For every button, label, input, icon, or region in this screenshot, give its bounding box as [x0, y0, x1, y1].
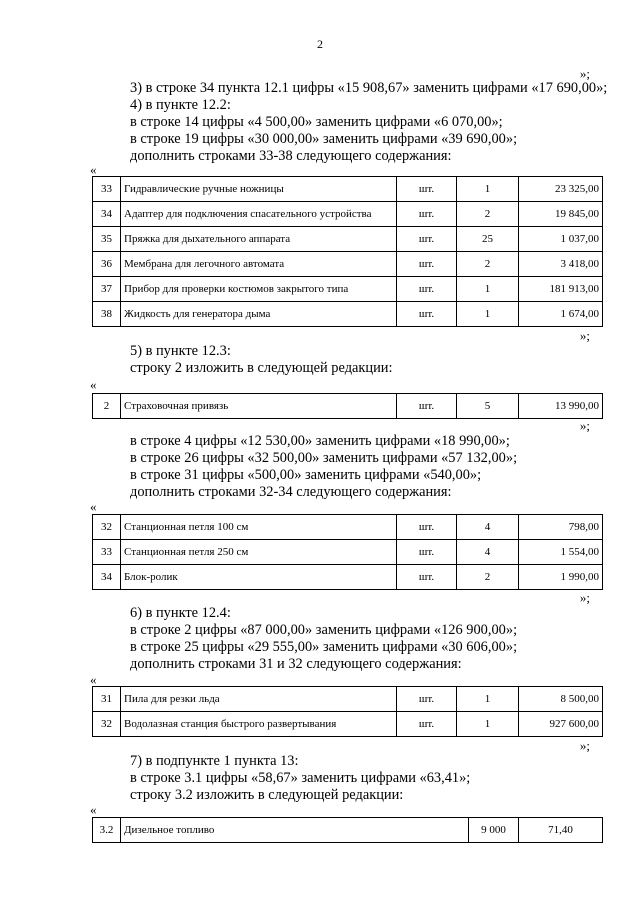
text-line: 6) в пункте 12.4: — [130, 605, 231, 621]
cell-qty: 25 — [457, 227, 519, 252]
table-replace-13 — [92, 817, 603, 843]
table-row — [93, 818, 603, 843]
cell-qty: 4 — [457, 540, 519, 565]
cell-unit: шт. — [397, 540, 457, 565]
cell-name: Станционная петля 100 см — [121, 515, 397, 540]
cell-name: Гидравлические ручные ножницы — [121, 177, 397, 202]
text-line: строку 2 изложить в следующей редакции: — [130, 360, 393, 376]
cell-num: 37 — [93, 277, 121, 302]
cell-name: Жидкость для генератора дыма — [121, 302, 397, 327]
cell-unit: шт. — [397, 302, 457, 327]
cell-price: 1 037,00 — [519, 227, 603, 252]
closing-quote: »; — [579, 738, 590, 753]
cell-name: Прибор для проверки костюмов закрытого типа — [121, 277, 397, 302]
table-row — [93, 394, 603, 419]
cell-price: 181 913,00 — [519, 277, 603, 302]
cell-name: Водолазная станция быстрого развертывания — [121, 712, 397, 737]
cell-unit: шт. — [397, 687, 457, 712]
cell-price: 1 674,00 — [519, 302, 603, 327]
cell-num: 2 — [93, 394, 121, 419]
table-row — [93, 177, 603, 202]
closing-quote: »; — [579, 418, 590, 433]
page-number: 2 — [317, 37, 323, 51]
table-additions-12-3 — [92, 514, 603, 590]
cell-qty: 1 — [457, 277, 519, 302]
text-line: 7) в подпункте 1 пункта 13: — [130, 753, 299, 769]
cell-name: Адаптер для подключения спасательного устройства — [121, 202, 397, 227]
table-replace-12-3 — [92, 393, 603, 419]
table-row — [93, 540, 603, 565]
cell-qty: 5 — [457, 394, 519, 419]
table-row — [93, 565, 603, 590]
cell-unit: шт. — [397, 177, 457, 202]
cell-num: 35 — [93, 227, 121, 252]
text-line: строку 3.2 изложить в следующей редакции: — [130, 787, 404, 803]
cell-price: 19 845,00 — [519, 202, 603, 227]
cell-qty: 4 — [457, 515, 519, 540]
text-line: в строке 2 цифры «87 000,00» заменить цифрами «126 900,00»; — [130, 622, 518, 638]
table-row — [93, 277, 603, 302]
table-row — [93, 687, 603, 712]
cell-num: 32 — [93, 515, 121, 540]
cell-unit: шт. — [397, 394, 457, 419]
table-row — [93, 515, 603, 540]
cell-unit: шт. — [397, 227, 457, 252]
text-line: дополнить строками 31 и 32 следующего содержания: — [130, 656, 462, 672]
text-line: 4) в пункте 12.2: — [130, 97, 231, 113]
cell-price: 798,00 — [519, 515, 603, 540]
cell-num: 3.2 — [93, 818, 121, 843]
table-additions-12-2 — [92, 176, 603, 327]
cell-unit: шт. — [397, 565, 457, 590]
cell-qty: 1 — [457, 712, 519, 737]
cell-qty: 2 — [457, 202, 519, 227]
cell-num: 33 — [93, 177, 121, 202]
table-row — [93, 252, 603, 277]
table-additions-12-4 — [92, 686, 603, 737]
cell-qty: 1 — [457, 302, 519, 327]
text-line: в строке 3.1 цифры «58,67» заменить цифрами «63,41»; — [130, 770, 471, 786]
text-line: в строке 14 цифры «4 500,00» заменить цифрами «6 070,00»; — [130, 114, 503, 130]
closing-quote: »; — [579, 328, 590, 343]
text-line: в строке 19 цифры «30 000,00» заменить цифрами «39 690,00»; — [130, 131, 518, 147]
table-row — [93, 202, 603, 227]
cell-qty: 2 — [457, 565, 519, 590]
cell-unit: шт. — [397, 712, 457, 737]
cell-name: Станционная петля 250 см — [121, 540, 397, 565]
opening-quote: « — [90, 162, 97, 177]
cell-qty: 1 — [457, 177, 519, 202]
cell-qty: 1 — [457, 687, 519, 712]
cell-price: 1 554,00 — [519, 540, 603, 565]
cell-price: 8 500,00 — [519, 687, 603, 712]
cell-price: 927 600,00 — [519, 712, 603, 737]
cell-num: 32 — [93, 712, 121, 737]
cell-num: 31 — [93, 687, 121, 712]
cell-unit: шт. — [397, 515, 457, 540]
table-row — [93, 302, 603, 327]
text-line: дополнить строками 32-34 следующего содержания: — [130, 484, 452, 500]
cell-qty: 9 000 — [469, 818, 519, 843]
opening-quote: « — [90, 802, 97, 817]
cell-name: Мембрана для легочного автомата — [121, 252, 397, 277]
cell-name: Пила для резки льда — [121, 687, 397, 712]
text-line: в строке 31 цифры «500,00» заменить цифрами «540,00»; — [130, 467, 482, 483]
opening-quote: « — [90, 672, 97, 687]
cell-num: 38 — [93, 302, 121, 327]
cell-price: 23 325,00 — [519, 177, 603, 202]
opening-quote: « — [90, 499, 97, 514]
cell-num: 36 — [93, 252, 121, 277]
cell-unit: шт. — [397, 202, 457, 227]
cell-qty: 2 — [457, 252, 519, 277]
text-line: в строке 26 цифры «32 500,00» заменить цифрами «57 132,00»; — [130, 450, 518, 466]
table-row — [93, 712, 603, 737]
text-line: дополнить строками 33-38 следующего содержания: — [130, 148, 452, 164]
closing-quote: »; — [579, 590, 590, 605]
text-line: в строке 4 цифры «12 530,00» заменить цифрами «18 990,00»; — [130, 433, 510, 449]
cell-price: 71,40 — [519, 818, 603, 843]
cell-num: 33 — [93, 540, 121, 565]
cell-name: Страховочная привязь — [121, 394, 397, 419]
text-line: 3) в строке 34 пункта 12.1 цифры «15 908,67» заменить цифрами «17 690,00»; — [130, 80, 608, 96]
opening-quote: « — [90, 377, 97, 392]
cell-name: Блок-ролик — [121, 565, 397, 590]
closing-quote: »; — [579, 66, 590, 81]
cell-num: 34 — [93, 202, 121, 227]
cell-name: Пряжка для дыхательного аппарата — [121, 227, 397, 252]
text-line: 5) в пункте 12.3: — [130, 343, 231, 359]
cell-price: 1 990,00 — [519, 565, 603, 590]
cell-name: Дизельное топливо — [121, 818, 469, 843]
cell-price: 13 990,00 — [519, 394, 603, 419]
cell-unit: шт. — [397, 277, 457, 302]
cell-num: 34 — [93, 565, 121, 590]
table-row — [93, 227, 603, 252]
text-line: в строке 25 цифры «29 555,00» заменить цифрами «30 606,00»; — [130, 639, 518, 655]
cell-price: 3 418,00 — [519, 252, 603, 277]
cell-unit: шт. — [397, 252, 457, 277]
